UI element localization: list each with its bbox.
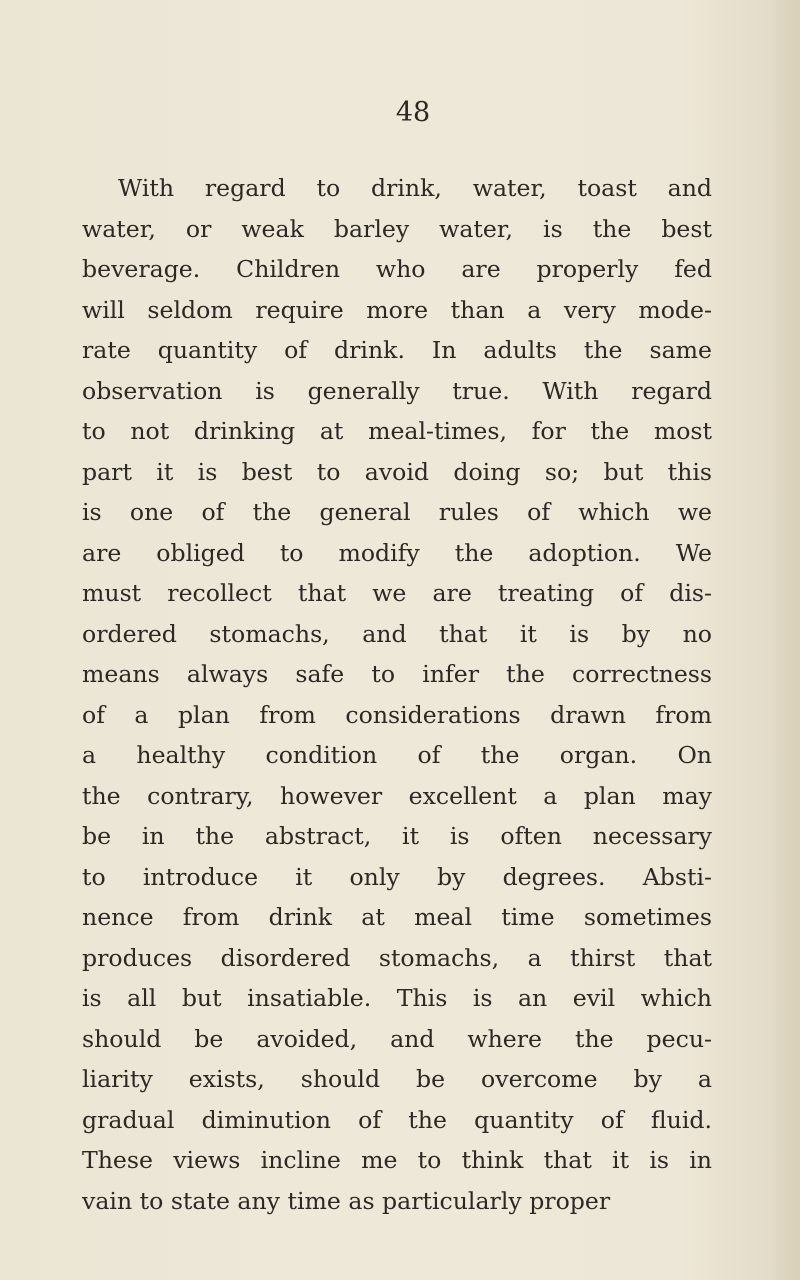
text-line: gradual diminution of the quantity of fluid. bbox=[82, 1105, 712, 1134]
text-line: a healthy condition of the organ. On bbox=[82, 741, 712, 769]
text-line: vain to state any time as particularly proper bbox=[82, 1186, 611, 1215]
text-line: beverage. Children who are properly fed bbox=[82, 255, 712, 283]
text-line: rate quantity of drink. In adults the same bbox=[82, 336, 712, 364]
text-line: is all but insatiable. This is an evil which bbox=[82, 984, 712, 1012]
text-line: ordered stomachs, and that it is by no bbox=[82, 619, 712, 648]
text-line: must recollect that we are treating of dis- bbox=[82, 579, 712, 607]
text-line: be in the abstract, it is often necessary bbox=[82, 822, 712, 850]
text-line: are obliged to modify the adoption. We bbox=[82, 538, 712, 567]
text-line: These views incline me to think that it is in bbox=[82, 1146, 712, 1174]
text-line: produces disordered stomachs, a thirst that bbox=[82, 943, 712, 972]
text-line: the contrary, however excellent a plan may bbox=[82, 781, 712, 810]
text-line: to not drinking at meal-times, for the most bbox=[82, 417, 712, 445]
text-line: observation is generally true. With regard bbox=[82, 376, 712, 405]
text-line: water, or weak barley water, is the best bbox=[82, 214, 712, 243]
text-line: to introduce it only by degrees. Absti- bbox=[82, 862, 712, 891]
text-line: should be avoided, and where the pecu- bbox=[82, 1024, 712, 1053]
text-line: of a plan from considerations drawn from bbox=[82, 700, 712, 729]
text-line: will seldom require more than a very mode- bbox=[82, 295, 712, 324]
text-line: means always safe to infer the correctness bbox=[82, 660, 712, 688]
body-text bbox=[82, 168, 712, 1221]
text-line: liarity exists, should be overcome by a bbox=[82, 1065, 712, 1093]
page-number: 48 bbox=[395, 97, 431, 128]
text-line: With regard to drink, water, toast and bbox=[118, 174, 712, 202]
text-line: is one of the general rules of which we bbox=[82, 498, 712, 526]
text-line: part it is best to avoid doing so; but this bbox=[82, 457, 712, 486]
text-line: nence from drink at meal time sometimes bbox=[82, 903, 712, 931]
